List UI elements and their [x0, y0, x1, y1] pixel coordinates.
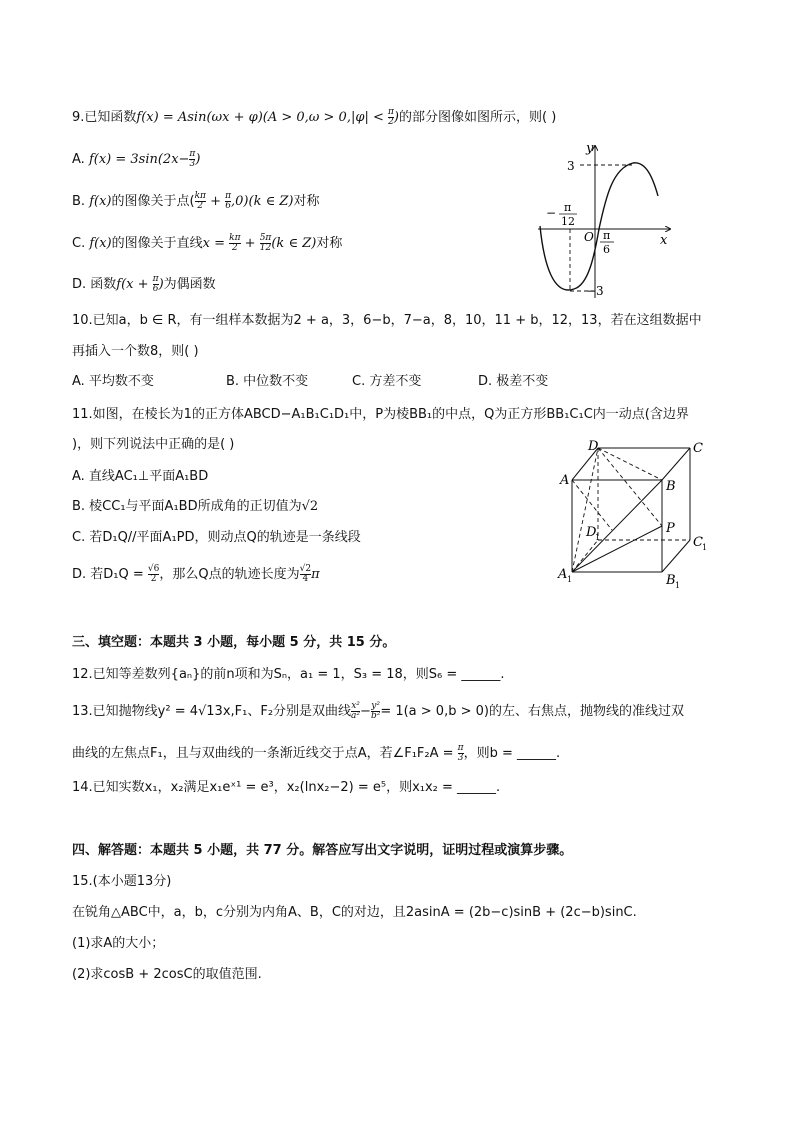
q9-c-fraction1	[229, 234, 240, 253]
edge-A1D1	[572, 540, 598, 572]
q9-d-formula: f(x +	[116, 277, 153, 292]
q9-b-frac2-num: π	[225, 191, 232, 201]
label-B1-sub: 1	[675, 581, 681, 590]
q9-option-a	[72, 150, 200, 169]
q9-option-c	[72, 234, 342, 253]
max-label: 3	[567, 159, 575, 173]
label-A1: A	[558, 567, 568, 582]
section3-title: 三、填空题：本题共 3 小题，每小题 5 分，共 15 分。	[72, 635, 396, 650]
q13-text4: ，则b = ______.	[463, 746, 561, 761]
q13-text2: = 1(a > 0,b > 0)的左、右焦点，抛物线的准线过双	[380, 704, 684, 719]
q9-option-b	[72, 192, 319, 211]
q13-frac-y	[371, 702, 380, 721]
q11-d-fraction1	[148, 565, 159, 584]
q9-d-frac-num: π	[152, 274, 159, 284]
y-axis-label: y	[586, 141, 594, 156]
label-C: C	[693, 441, 703, 456]
q13-line1	[72, 702, 684, 721]
q13-line2	[72, 744, 560, 763]
q9-stem	[72, 108, 556, 127]
label-P: P	[666, 521, 675, 536]
q11-option-c: C. 若D₁Q//平面A₁PD，则动点Q的轨迹是一条线段	[72, 530, 361, 545]
q10-option-b: B. 中位数不变	[226, 374, 309, 389]
edge-B1C1	[662, 540, 690, 572]
q11-line2: )，则下列说法中正确的是( )	[72, 437, 235, 452]
q10-option-a: A. 平均数不变	[72, 374, 154, 389]
x-axis-label: x	[660, 233, 668, 248]
section4-title: 四、解答题：本题共 5 小题，共 77 分。解答应写出文字说明，证明过程或演算步骤。	[72, 843, 573, 858]
q15-statement: 在锐角△ABC中，a，b，c分别为内角A、B，C的对边，且2asinA = (2b−c)sinB + (2c−b)sinC.	[72, 905, 637, 920]
label-C1: C	[693, 535, 703, 550]
q11-b-text: B. 棱CC₁与平面A₁BD所成角的正切值为	[72, 499, 302, 514]
q9-d-frac-den: 6	[152, 284, 159, 294]
q9-stem-tail: 的部分图像如图所示，则( )	[398, 110, 557, 125]
cube-diagram	[552, 438, 712, 593]
q9-stem-formula: f(x) = Asin(ωx + φ)(A > 0,ω > 0,|φ| <	[136, 110, 388, 125]
segment-DB	[598, 448, 662, 480]
q11-line1: 11.如图，在棱长为1的正方体ABCD−A₁B₁C₁D₁中，P为棱BB₁的中点，Q为正方形BB₁C₁C内一动点(含边界	[72, 407, 689, 422]
origin-label: O	[584, 230, 594, 244]
segment-AC1	[572, 480, 612, 530]
q11-d-frac1-den: 2	[150, 574, 157, 584]
q9-a-frac-num: π	[189, 149, 196, 159]
q9-b-formula-tail: ,0)(k ∈ Z)	[231, 194, 294, 209]
label-D1: D	[586, 525, 597, 540]
q9-c-formula-tail: (k ∈ Z)	[271, 236, 317, 251]
q13-minus: −	[360, 704, 371, 719]
q11-option-b	[72, 498, 318, 516]
q13-frac-x-den: a²	[351, 711, 361, 721]
min-label: −3	[586, 284, 604, 298]
edge-BC	[662, 448, 690, 480]
label-A: A	[560, 473, 570, 488]
pos-tick-num: π	[603, 229, 611, 242]
q9-stem-close: )	[393, 110, 399, 125]
label-D: D	[588, 439, 599, 454]
label-D1-sub: 1	[595, 533, 601, 542]
sine-graph	[528, 138, 678, 303]
pos-tick-den: 6	[603, 243, 610, 256]
segment-DP	[598, 448, 662, 526]
neg-tick-den: 12	[561, 215, 575, 228]
q9-a-formula: f(x) = 3sin(2x−	[88, 152, 190, 167]
q9-c-frac2-num: 5π	[259, 233, 272, 243]
q10-option-c: C. 方差不变	[352, 374, 422, 389]
label-A1-sub: 1	[567, 575, 573, 584]
q9-c-x-equals: x =	[202, 236, 230, 251]
q15-heading: 15.(本小题13分)	[72, 874, 172, 889]
q11-d-fraction2	[300, 565, 311, 584]
sine-curve	[540, 163, 658, 290]
q11-b-value: √2	[301, 499, 319, 514]
q9-stem-frac-den: 2	[388, 117, 394, 127]
q11-d-pi: π	[311, 567, 320, 582]
q9-c-fraction2	[260, 234, 272, 253]
q11-d-frac2-num: √2	[299, 564, 312, 574]
label-B: B	[666, 479, 676, 494]
q9-c-frac2-den: 12	[259, 243, 272, 253]
q9-option-d	[72, 275, 216, 294]
q9-d-label: D. 函数	[72, 277, 117, 292]
q9-c-fx: f(x)	[89, 236, 112, 251]
q9-stem-frac-num: π	[387, 107, 394, 117]
q9-c-plus: +	[240, 236, 260, 251]
q13-text1: 13.已知抛物线y² = 4√13x,F₁、F₂分别是双曲线	[72, 704, 352, 719]
neg-tick-num: π	[564, 201, 572, 214]
q11-d-frac2-den: 4	[302, 574, 309, 584]
q9-d-close: )	[158, 277, 164, 292]
q12-text: 12.已知等差数列{aₙ}的前n项和为Sₙ，a₁ = 1，S₃ = 18，则S₆ = ______.	[72, 667, 505, 682]
q11-option-a: A. 直线AC₁⊥平面A₁BD	[72, 469, 209, 484]
label-B1: B	[666, 573, 676, 588]
q9-a-label: A.	[72, 152, 89, 167]
q9-d-text: 为偶函数	[163, 277, 216, 292]
q9-stem-text: 9.已知函数	[72, 110, 137, 125]
q13-frac-x-num: x²	[351, 701, 360, 711]
q9-b-label: B.	[72, 194, 90, 209]
q9-b-fx: f(x)	[89, 194, 112, 209]
q9-c-text1: 的图像关于直线	[111, 236, 203, 251]
q11-option-d	[72, 565, 320, 584]
q10-line2: 再插入一个数8，则( )	[72, 344, 199, 359]
q15-part2: (2)求cosB + 2cosC的取值范围.	[72, 967, 262, 982]
q13-frac-pi-den: 3	[457, 753, 464, 763]
q9-b-frac2-den: 6	[225, 201, 231, 211]
q9-c-text2: 对称	[316, 236, 343, 251]
q9-b-fraction1	[195, 192, 206, 211]
q11-d-frac1-num: √6	[147, 564, 160, 574]
q14-text: 14.已知实数x₁，x₂满足x₁eˣ¹ = e³，x₂(lnx₂−2) = e⁵，则x₁x₂ = ______.	[72, 780, 501, 795]
q10-line1: 10.已知a，b ∈ R，有一组样本数据为2 + a，3，6−b，7−a，8，10，11 + b，12，13，若在这组数据中	[72, 313, 702, 328]
q13-frac-y-den: b²	[370, 711, 381, 721]
q9-b-frac1-den: 2	[197, 201, 204, 211]
q9-b-text1: 的图像关于点(	[111, 194, 195, 209]
q9-b-frac1-num: kπ	[194, 191, 206, 201]
segment-A1D	[572, 448, 601, 572]
q13-frac-x	[351, 702, 360, 721]
q13-frac-pi-num: π	[457, 743, 464, 753]
q10-option-d: D. 极差不变	[478, 374, 549, 389]
q9-c-frac1-num: kπ	[229, 233, 241, 243]
q9-b-plus: +	[205, 194, 226, 209]
q9-a-close: )	[195, 152, 201, 167]
neg-tick-sign: −	[546, 206, 557, 220]
q9-a-frac-den: 3	[189, 159, 196, 169]
q15-part1: (1)求A的大小；	[72, 936, 165, 951]
q13-text3: 曲线的左焦点F₁，且与双曲线的一条渐近线交于点A，若∠F₁F₂A =	[72, 746, 458, 761]
q11-d-text1: D. 若D₁Q =	[72, 567, 148, 582]
q9-b-text2: 对称	[293, 194, 320, 209]
q11-d-text2: ，那么Q点的轨迹长度为	[159, 567, 300, 582]
q9-c-label: C.	[72, 236, 90, 251]
label-C1-sub: 1	[702, 543, 708, 552]
q9-c-frac1-den: 2	[231, 243, 238, 253]
q13-frac-y-num: y²	[371, 701, 380, 711]
